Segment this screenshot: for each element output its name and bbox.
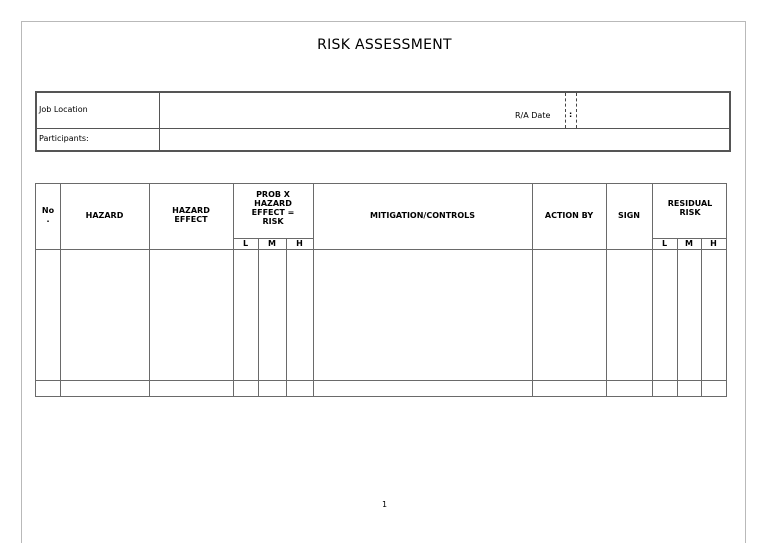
document-page xyxy=(21,21,746,543)
ra-date-colon: : xyxy=(569,110,573,119)
job-location-field[interactable] xyxy=(161,93,515,128)
ra-date-label: R/A Date xyxy=(515,111,551,120)
header-risk-l: L xyxy=(242,239,249,248)
header-prob-risk: PROB X HAZARD EFFECT = RISK xyxy=(251,190,295,226)
job-location-row xyxy=(37,93,729,129)
job-info-table xyxy=(35,91,731,152)
header-no-label: No . xyxy=(41,206,55,224)
participants-label: Participants: xyxy=(39,134,89,143)
header-residual-l: L xyxy=(661,239,668,248)
participants-row xyxy=(37,129,729,150)
page-title: RISK ASSESSMENT xyxy=(317,37,452,53)
header-risk-h: H xyxy=(296,239,303,248)
header-no xyxy=(36,206,60,224)
header-residual-h: H xyxy=(710,239,717,248)
header-risk-m: M xyxy=(268,239,276,248)
header-sign: SIGN xyxy=(618,211,640,220)
header-residual-risk: RESIDUAL RISK xyxy=(667,199,713,217)
risk-table xyxy=(35,183,727,397)
participants-field[interactable] xyxy=(161,129,727,150)
header-action-by: ACTION BY xyxy=(544,211,594,220)
header-residual-m: M xyxy=(685,239,693,248)
ra-date-field[interactable] xyxy=(578,93,727,128)
page-number: 1 xyxy=(381,500,388,509)
header-hazard-effect: HAZARD EFFECT xyxy=(172,206,210,224)
info-column-divider xyxy=(159,93,160,150)
table-row[interactable] xyxy=(36,381,726,396)
table-row[interactable] xyxy=(36,250,726,380)
ra-date-divider xyxy=(565,93,566,128)
header-hazard: HAZARD xyxy=(85,211,124,220)
job-location-label: Job Location xyxy=(39,105,88,114)
header-mitigation: MITIGATION/CONTROLS xyxy=(369,211,475,220)
ra-date-divider xyxy=(576,93,577,128)
